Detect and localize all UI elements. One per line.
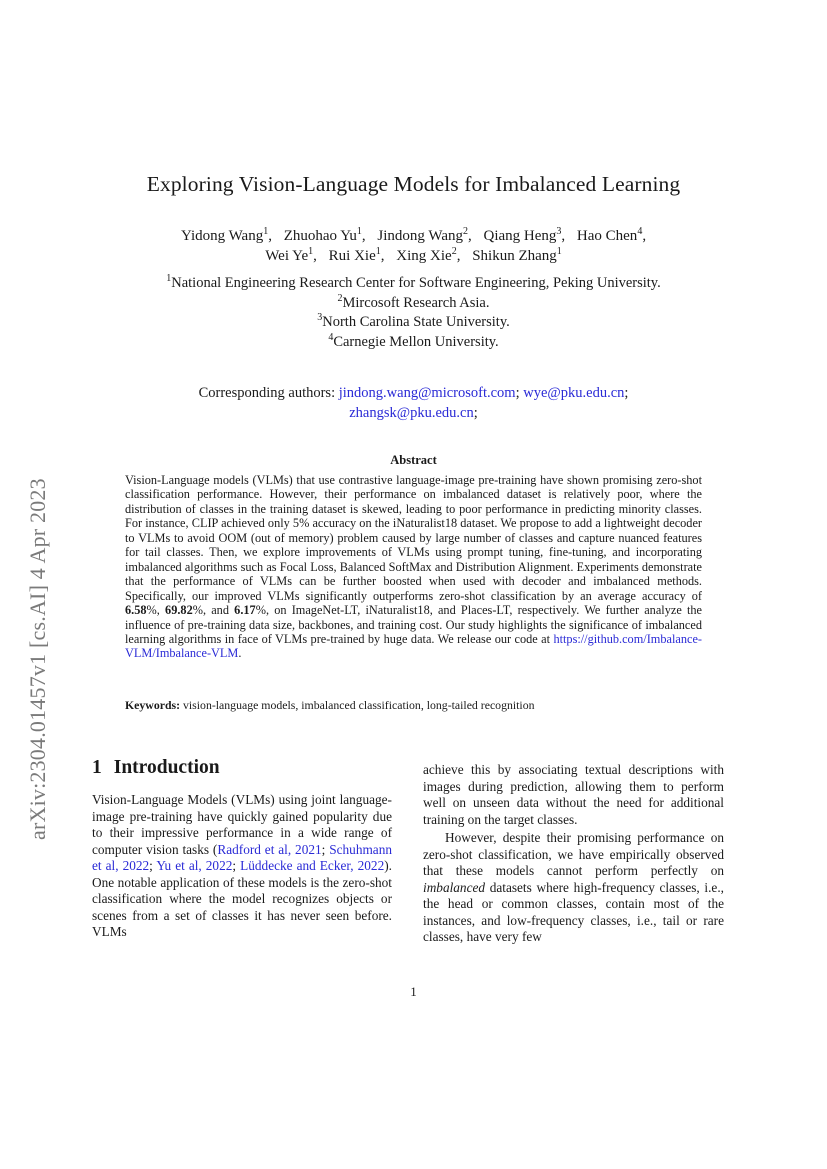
citation-link[interactable]: Schuhmann et al, 2022 [92, 841, 393, 874]
keywords-label: Keywords: [125, 698, 181, 712]
accuracy-value: 6.58 [125, 603, 147, 618]
section-heading-introduction [92, 757, 220, 779]
email-link[interactable]: wye@pku.edu.cn [523, 385, 625, 401]
citation-link[interactable]: Lüddecke and Ecker, 2022 [240, 858, 385, 874]
intro-right-column [423, 762, 724, 946]
accuracy-value: 69.82 [165, 603, 193, 618]
emphasis: imbalanced [423, 879, 486, 895]
affiliation: $^2$Mircosoft Research Asia. [337, 292, 490, 311]
author: Jindong Wang$^2$, [377, 226, 472, 244]
abstract-heading: Abstract [390, 453, 437, 467]
paragraph: However, despite their promising performance on zero-shot classification, we have empirically observed that these models cannot perform perfectly on imbalanced datasets where high-frequency classes, i.e., the head or common classes, contain most of the instances, and low-frequency classes, i.e., tail or rare classes, have very few [423, 830, 724, 945]
author-list [80, 226, 747, 266]
author: Hao Chen$^4$, [576, 226, 647, 244]
author: Xing Xie$^2$, [396, 246, 461, 264]
affiliation: $^4$Carnegie Mellon University. [328, 331, 499, 350]
separator: ; [515, 385, 524, 401]
paragraph: achieve this by associating textual descriptions with images during prediction, allowing them to perform well on unseen data without the need for additional training on the target classes. [423, 762, 724, 827]
section-title: Introduction [113, 757, 220, 778]
email-link[interactable]: jindong.wang@microsoft.com [338, 385, 516, 401]
code-repository-link[interactable]: https://github.com/Imbalance-VLM/Imbalance-VLM [125, 631, 702, 661]
keywords [125, 698, 725, 713]
author: Yidong Wang$^1$, [180, 226, 272, 244]
author: Wei Ye$^1$, [265, 246, 317, 264]
page-number: 1 [410, 984, 417, 999]
affiliation: $^1$National Engineering Research Center for Software Engineering, Peking University. [166, 273, 661, 291]
keywords-text: vision-language models, imbalanced classification, long-tailed recognition [180, 698, 535, 712]
citation-link[interactable]: Radford et al, 2021 [217, 841, 322, 857]
separator: ; [473, 405, 478, 421]
accuracy-value: 6.17 [234, 603, 256, 618]
email-link[interactable]: zhangsk@pku.edu.cn [349, 405, 474, 421]
affiliation-list [80, 274, 747, 352]
separator: ; [624, 385, 629, 401]
author: Zhuohao Yu$^1$, [283, 226, 366, 244]
abstract-body: Vision-Language models (VLMs) that use contrastive language-image pre-training have shown promising zero-shot classification performance. However, their performance on imbalanced dataset is relatively poor, where the distribution of classes in the training dataset is skewed, leading to poor performance in predicting minority classes. For instance, CLIP achieved only 5% accuracy on the iNaturalist18 dataset. We propose to add a lightweight decoder to VLMs to avoid OOM (out of memory) problem caused by large number of classes and capture nuanced features for tail classes. Then, we explore improvements of VLMs using prompt tuning, fine-tuning, and incorporating imbalanced algorithms such as Focal Loss, Balanced SoftMax and Distribution Alignment. Experiments demonstrate that the performance of VLMs can be further boosted when used with decoder and imbalanced methods. Specifically, our improved VLMs significantly outperforms zero-shot classification by an average accuracy of 6.58%, 69.82%, and 6.17%, on ImageNet-LT, iNaturalist18, and Places-LT, respectively. We further analyze the influence of pre-training data size, backbones, and training cost. Our study highlights the significance of imbalanced learning algorithms in face of VLMs pre-trained by huge data. We release our code at https://github.com/Imbalance-VLM/Imbalance-VLM. [125, 473, 702, 661]
paragraph: Vision-Language Models (VLMs) using joint language-image pre-training have quickly gained popularity due to their impressive performance in a wide range of computer vision tasks (Radford et al, 2021; Schuhmann et al, 2022; Yu et al, 2022; Lüddecke and Ecker, 2022). One notable application of these models is the zero-shot classification where the model recognizes objects or scenes from a set of classes it has never seen before. VLMs [92, 792, 393, 940]
corresponding-label: Corresponding authors: [198, 385, 339, 401]
arxiv-identifier-stamp: arXiv:2304.01457v1 [cs.AI] 4 Apr 2023 [25, 478, 50, 840]
author: Shikun Zhang$^1$ [472, 246, 562, 264]
section-number: 1 [92, 757, 102, 778]
corresponding-authors [80, 383, 747, 423]
intro-left-column [92, 792, 392, 941]
author: Rui Xie$^1$, [328, 246, 385, 264]
paper-title: Exploring Vision-Language Models for Imbalanced Learning [146, 172, 681, 196]
affiliation: $^3$North Carolina State University. [317, 312, 510, 330]
citation-link[interactable]: Yu et al, 2022 [156, 858, 233, 874]
author: Qiang Heng$^3$, [483, 226, 566, 244]
